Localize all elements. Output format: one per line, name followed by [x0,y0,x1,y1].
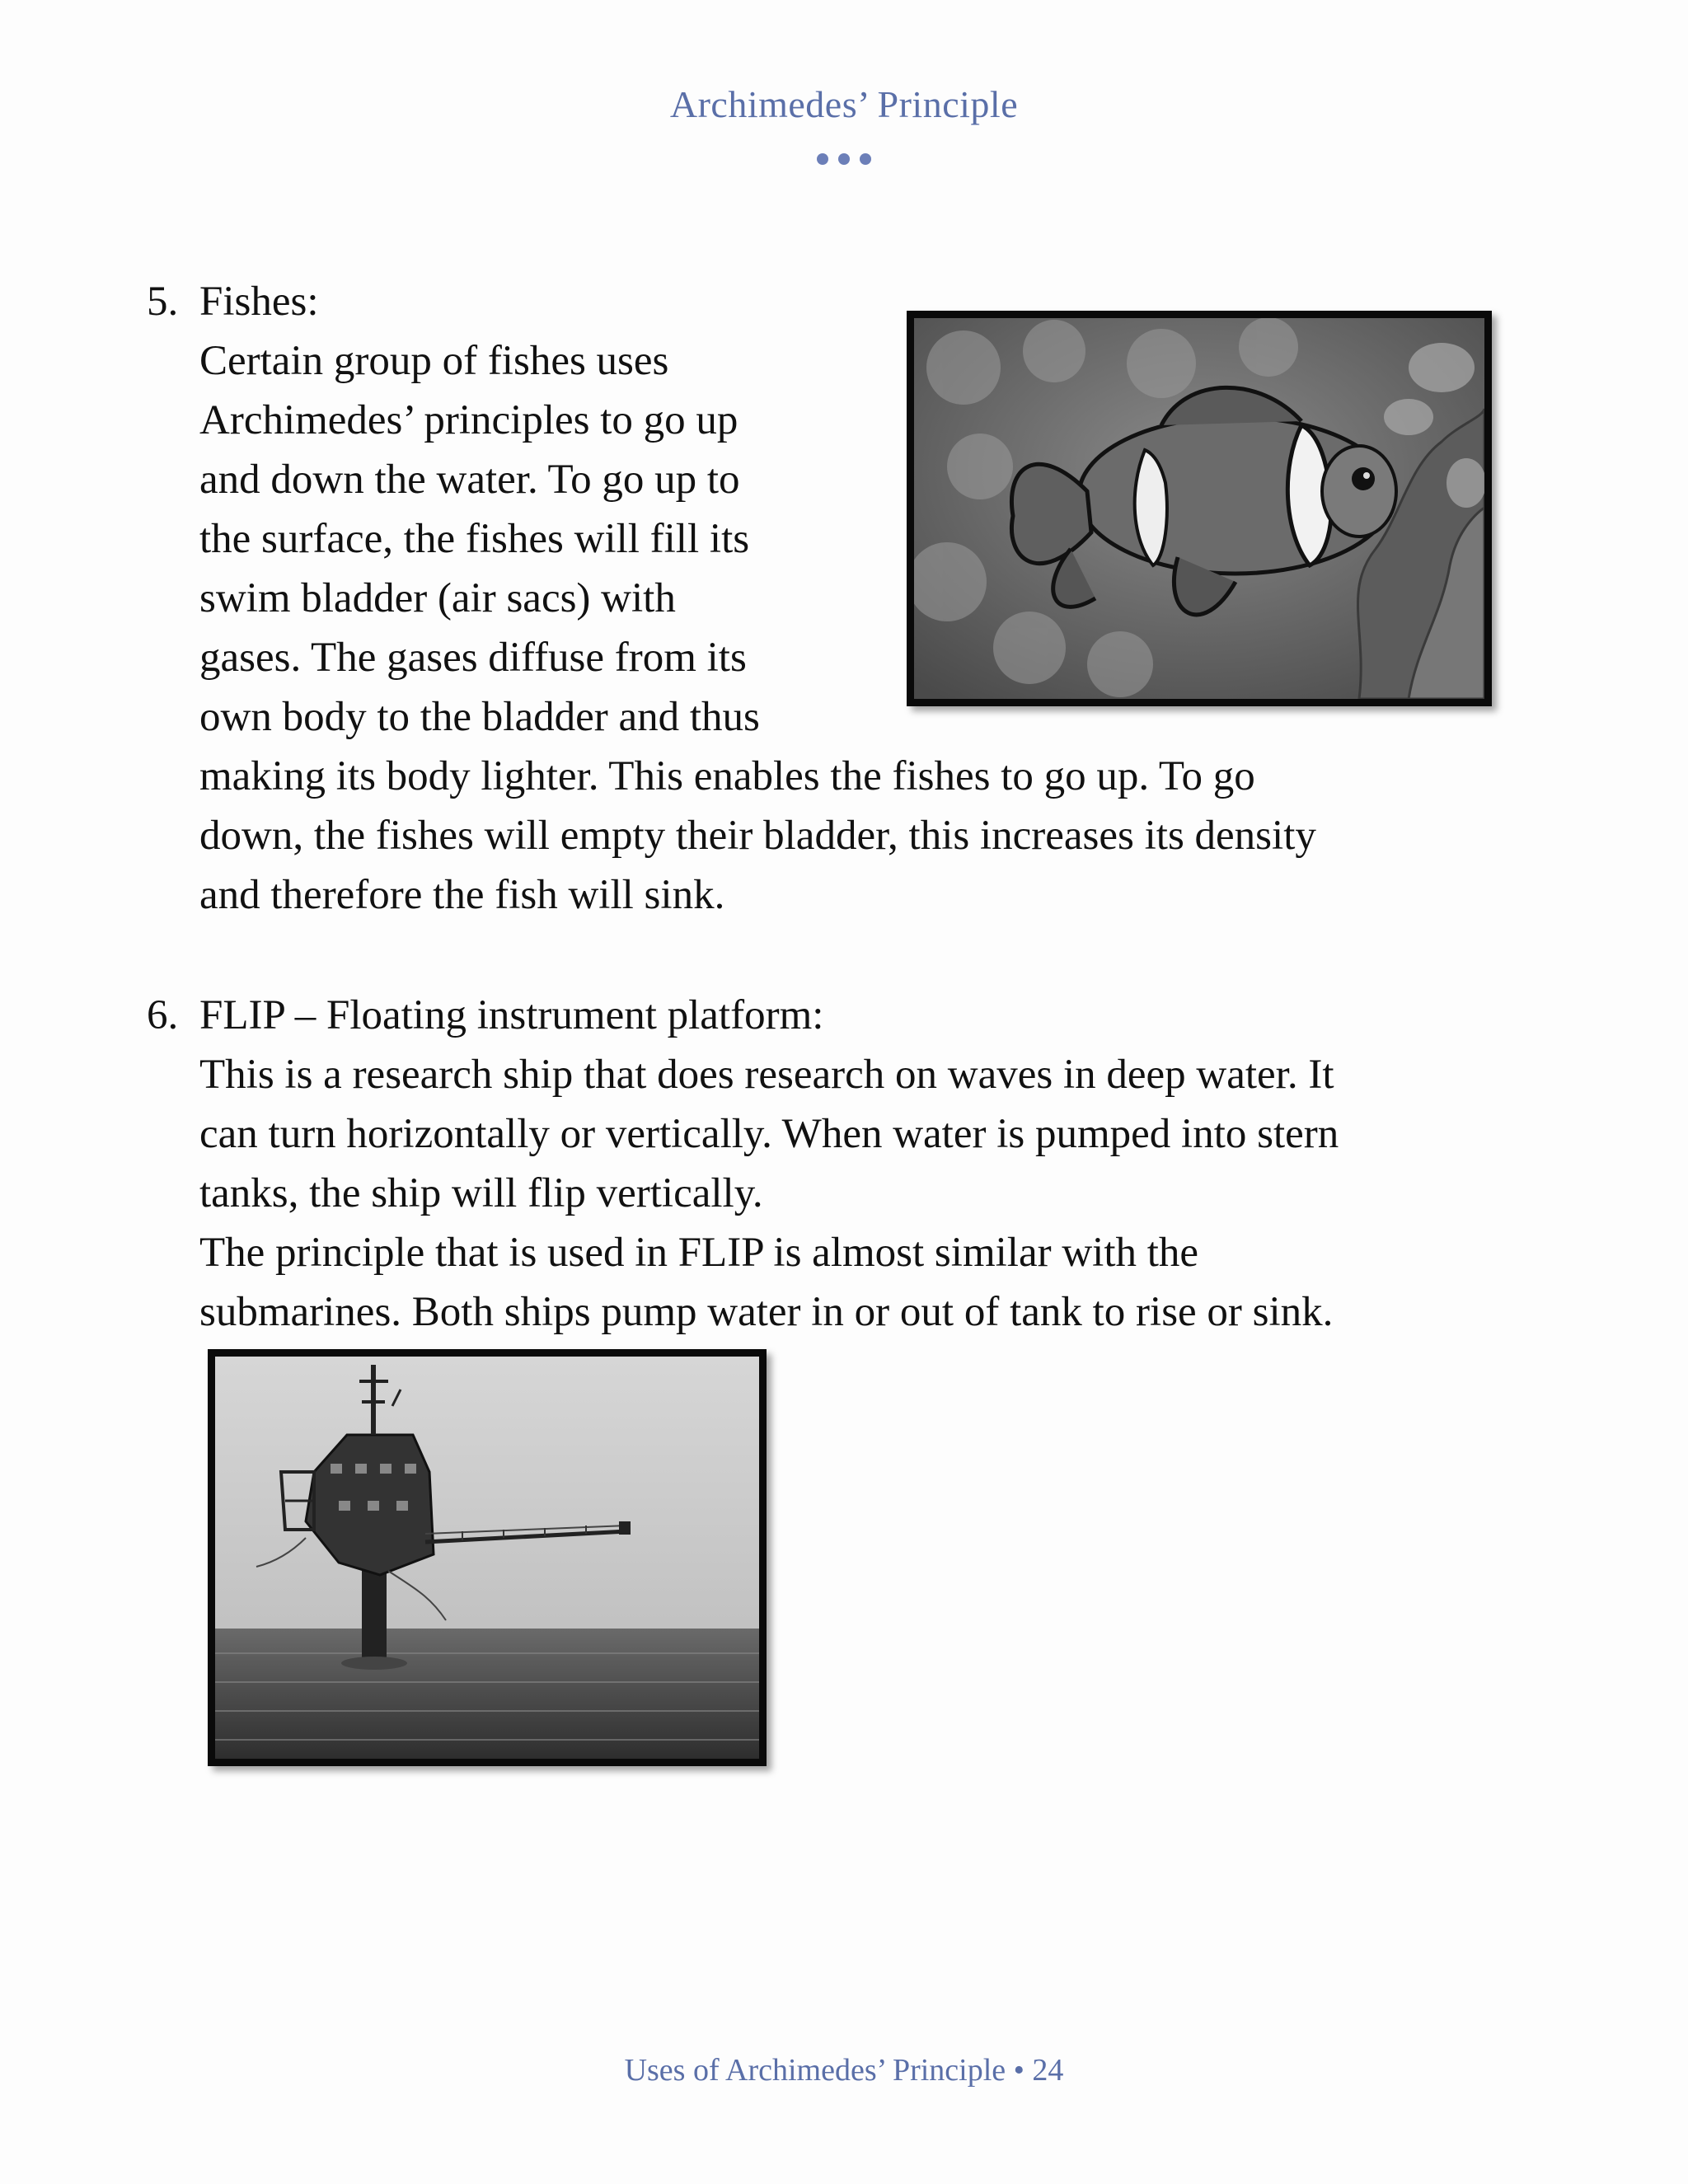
paragraph-line: can turn horizontally or vertically. When water is pumped into stern [199,1111,1339,1157]
paragraph-line: down, the fishes will empty their bladder, this increases its density [199,813,1316,859]
paragraph-line: the surface, the fishes will fill its [199,516,750,562]
header-ornament-dots [0,153,1688,166]
running-header-title: Archimedes’ Principle [669,83,1019,125]
ornament-dot [860,153,871,165]
paragraph-line: tanks, the ship will flip vertically. [199,1170,763,1216]
ornament-dot [838,153,850,165]
clownfish-photo [907,311,1492,706]
paragraph-line: gases. The gases diffuse from its [199,635,747,681]
section-heading: Fishes: [199,279,319,325]
paragraph-line: own body to the bladder and thus [199,694,760,740]
flip-platform-illustration [215,1357,759,1759]
section-number: 5. [147,279,179,325]
section-number: 6. [147,992,179,1038]
paragraph-line: and down the water. To go up to [199,457,740,503]
paragraph-line: swim bladder (air sacs) with [199,575,676,621]
clownfish-illustration [914,318,1484,699]
paragraph-line: making its body lighter. This enables the fishes to go up. To go [199,753,1255,799]
paragraph-line: submarines. Both ships pump water in or out of tank to rise or sink. [199,1289,1334,1335]
ornament-dot [817,153,828,165]
paragraph-line: and therefore the fish will sink. [199,872,725,918]
paragraph-line: This is a research ship that does research on waves in deep water. It [199,1052,1334,1098]
paragraph-line: The principle that is used in FLIP is almost similar with the [199,1230,1199,1276]
page-footer: Uses of Archimedes’ Principle • 24 [624,2053,1064,2088]
flip-platform-photo [208,1349,767,1766]
paragraph-line: Certain group of fishes uses [199,338,669,384]
section-heading: FLIP – Floating instrument platform: [199,992,824,1038]
paragraph-line: Archimedes’ principles to go up [199,397,738,443]
